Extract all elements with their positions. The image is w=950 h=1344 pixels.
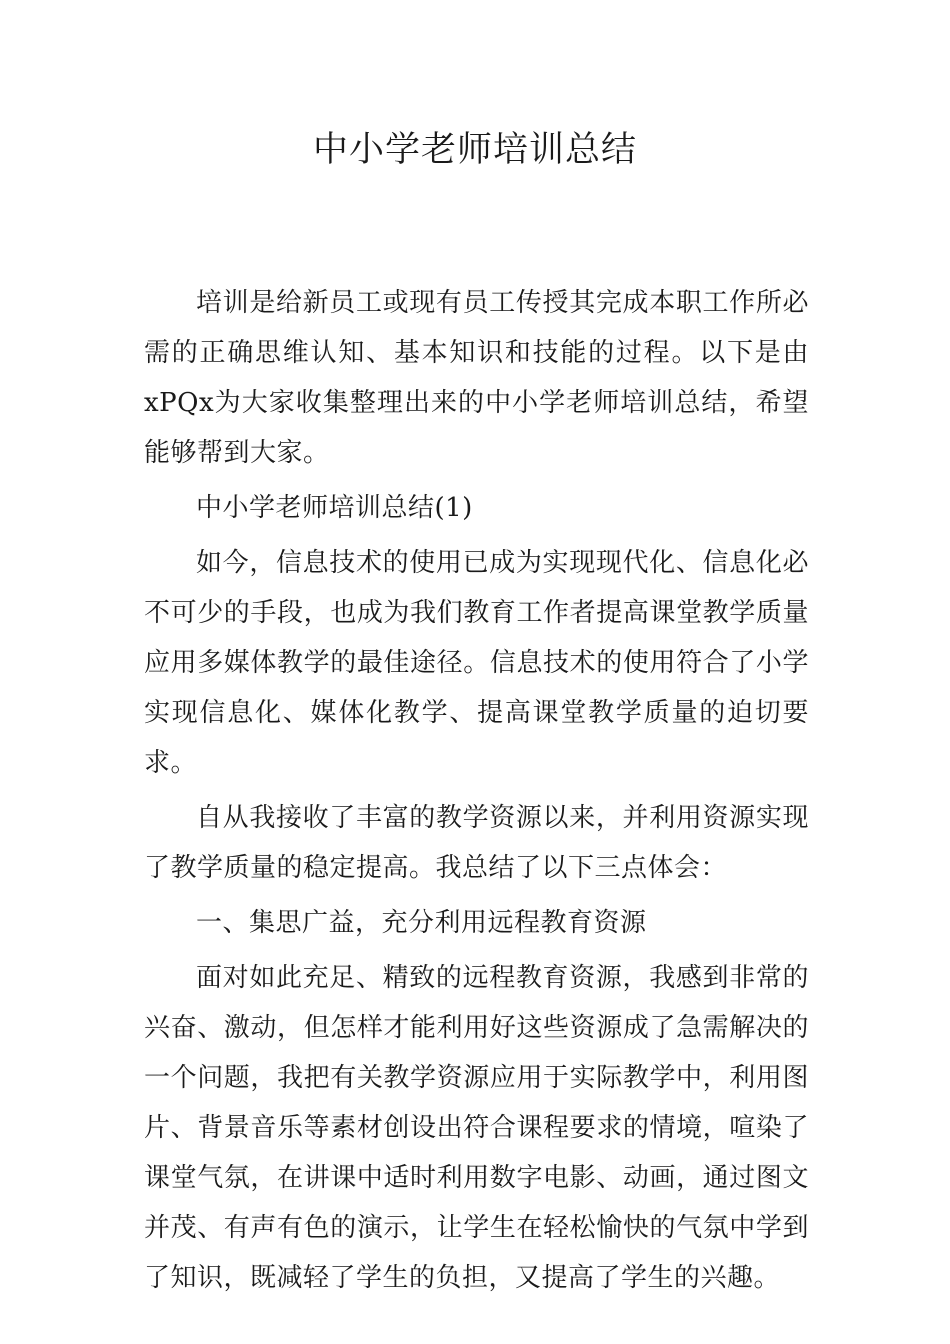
- section-heading: 中小学老师培训总结(1): [196, 493, 473, 523]
- document-title: 中小学老师培训总结: [312, 130, 637, 170]
- body-paragraph: 面对如此充足、精致的远程教育资源，我感到非常的兴奋、激动，但怎样才能利用好这些资源成了急需解决的一个问题，我把有关教学资源应用于实际教学中，利用图片、背景音乐等素材创设出符合课程要求的情境，喧染了课堂气氛，在讲课中适时利用数字电影、动画，通过图文并茂、有声有色的演示，让学生在轻松愉快的气氛中学到了知识，既减轻了学生的负担，又提高了学生的兴趣。: [144, 963, 809, 1293]
- body-paragraph: 如今，信息技术的使用已成为实现现代化、信息化必不可少的手段，也成为我们教育工作者提高课堂教学质量应用多媒体教学的最佳途径。信息技术的使用符合了小学实现信息化、媒体化教学、提高课堂教学质量的迫切要求。: [144, 548, 809, 778]
- subsection-heading: 一、集思广益，充分利用远程教育资源: [196, 908, 647, 938]
- intro-paragraph: 培训是给新员工或现有员工传授其完成本职工作所必需的正确思维认知、基本知识和技能的过程。以下是由xPQx为大家收集整理出来的中小学老师培训总结，希望能够帮到大家。: [144, 288, 809, 468]
- body-paragraph: 自从我接收了丰富的教学资源以来，并利用资源实现了教学质量的稳定提高。我总结了以下三点体会：: [144, 803, 809, 883]
- document-body: [144, 278, 809, 1308]
